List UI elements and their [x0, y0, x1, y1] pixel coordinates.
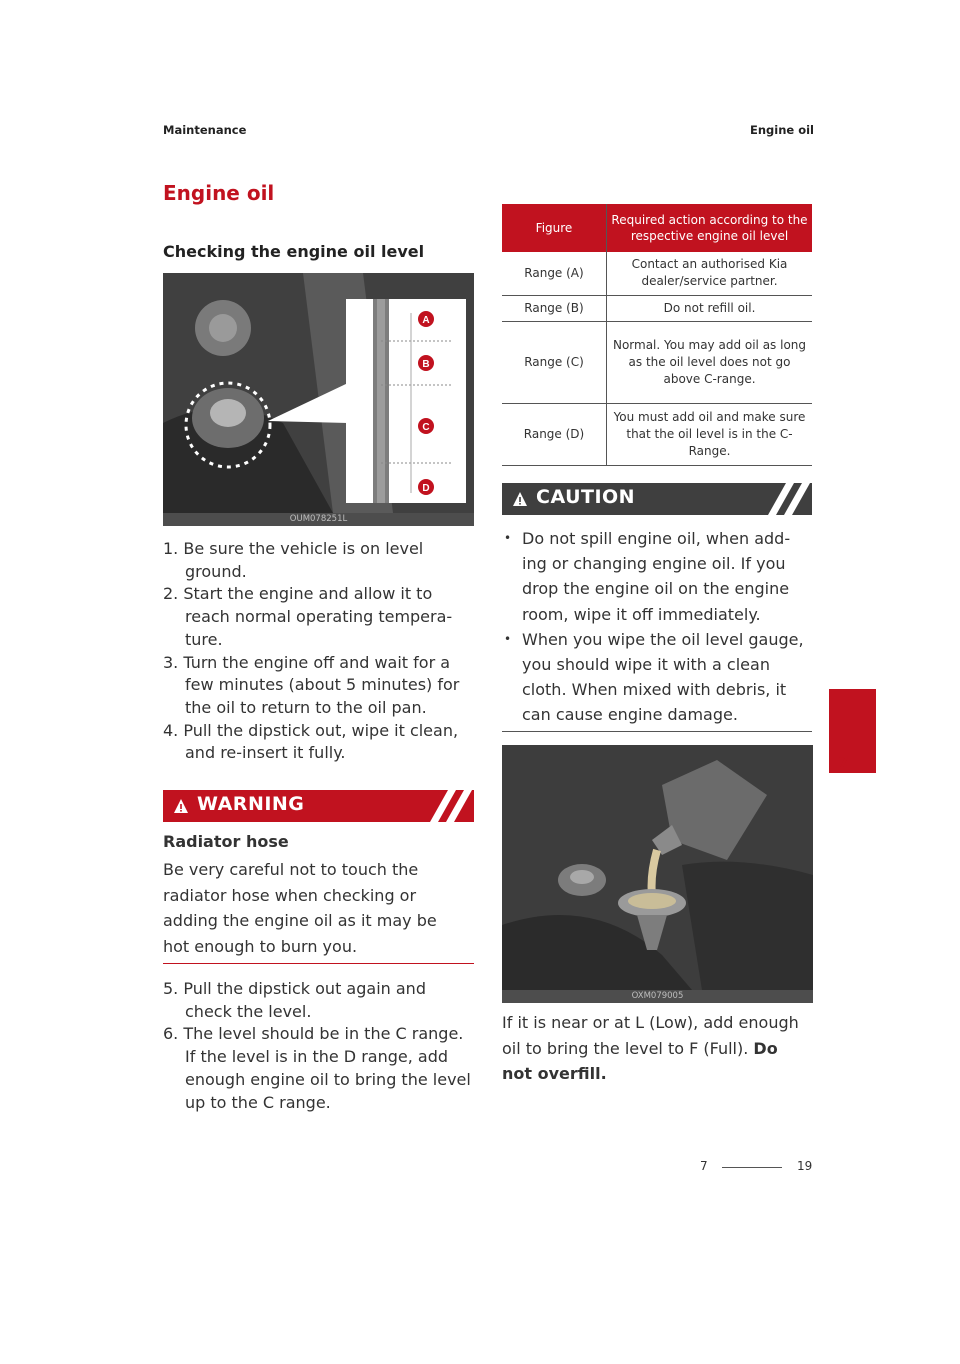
warning-label: WARNING — [197, 793, 305, 815]
caution-banner — [502, 483, 812, 515]
warning-banner — [163, 790, 474, 822]
table-cell-action: Contact an authorised Kia dealer/service partner. — [607, 252, 813, 295]
table-cell-range: Range (D) — [502, 403, 607, 465]
oil-pouring-figure — [502, 745, 813, 1003]
table-header-figure: Figure — [502, 204, 607, 252]
table-cell-range: Range (C) — [502, 321, 607, 403]
table-row — [502, 403, 812, 465]
running-header-topic: Engine oil — [750, 123, 814, 137]
footer-rule — [722, 1167, 782, 1168]
figure-caption: OXM079005 — [502, 990, 813, 1003]
engine-dipstick-illustration — [163, 273, 474, 513]
running-header-chapter: Maintenance — [163, 123, 247, 137]
footer-chapter: 7 — [700, 1159, 708, 1173]
steps-list-a — [163, 538, 475, 765]
table-cell-range: Range (B) — [502, 295, 607, 321]
closing-text: If it is near or at L (Low), add enough oil to bring the level to F (Full). — [502, 1013, 799, 1058]
warning-divider — [163, 963, 474, 964]
list-item: 6. The level should be in the C range. If the level is in the D range, add enough engine oil to bring the level up to the C range. — [163, 1024, 471, 1112]
marker-b: B — [422, 359, 430, 370]
warning-title: Radiator hose — [163, 832, 289, 851]
marker-d: D — [422, 483, 430, 494]
table-cell-action: You must add oil and make sure that the oil level is in the C-Range. — [607, 403, 813, 465]
table-row — [502, 295, 812, 321]
table-cell-range: Range (A) — [502, 252, 607, 295]
closing-bold: Do not overfill. — [502, 1038, 778, 1083]
oil-pouring-illustration — [502, 745, 813, 990]
list-item: 1. Be sure the vehicle is on level ground. — [163, 539, 424, 581]
steps-list-b — [163, 978, 475, 1114]
caution-label: CAUTION — [536, 486, 636, 508]
warning-icon — [173, 798, 189, 814]
banner-stripes — [424, 790, 474, 822]
list-item: 5. Pull the dipstick out again and check the level. — [163, 979, 426, 1021]
list-item: 4. Pull the dipstick out, wipe it clean, and re-insert it fully. — [163, 720, 459, 763]
caution-list — [502, 526, 812, 728]
table-row — [502, 252, 812, 295]
warning-text: Be very careful not to touch the radiator hose when checking or adding the engine oil as it may be hot enough to burn you. — [163, 860, 437, 956]
chapter-tab-number: 7 — [838, 752, 850, 771]
oil-level-table — [502, 204, 812, 466]
list-item: 2. Start the engine and allow it to reach normal operating tempera-ture. — [163, 584, 453, 649]
caution-divider — [502, 731, 812, 732]
list-item: • Do not spill engine oil, when add-ing or changing engine oil. If you drop the engine oil on the engine room, wipe it off immediately. — [502, 526, 812, 627]
section-title: Engine oil — [163, 181, 275, 205]
chapter-tab — [829, 689, 876, 773]
subheading: Checking the engine oil level — [163, 242, 425, 261]
dipstick-figure — [163, 273, 474, 526]
list-item: 3. Turn the engine off and wait for a few minutes (about 5 minutes) for the oil to return to the oil pan. — [163, 652, 460, 717]
table-cell-action: Do not refill oil. — [607, 295, 813, 321]
list-item: • When you wipe the oil level gauge, you should wipe it with a clean cloth. When mixed with debris, it can cause engine damage. — [502, 627, 812, 728]
caution-icon — [512, 491, 528, 507]
figure-caption: OUM078251L — [163, 513, 474, 526]
table-row — [502, 321, 812, 403]
table-cell-action: Normal. You may add oil as long as the oil level does not go above C-range. — [607, 321, 813, 403]
table-header-action: Required action according to the respective engine oil level — [607, 204, 813, 252]
page-number: 19 — [797, 1159, 813, 1173]
closing-paragraph — [502, 1010, 812, 1087]
banner-stripes — [762, 483, 812, 515]
marker-a: A — [422, 315, 430, 326]
marker-c: C — [422, 422, 430, 433]
